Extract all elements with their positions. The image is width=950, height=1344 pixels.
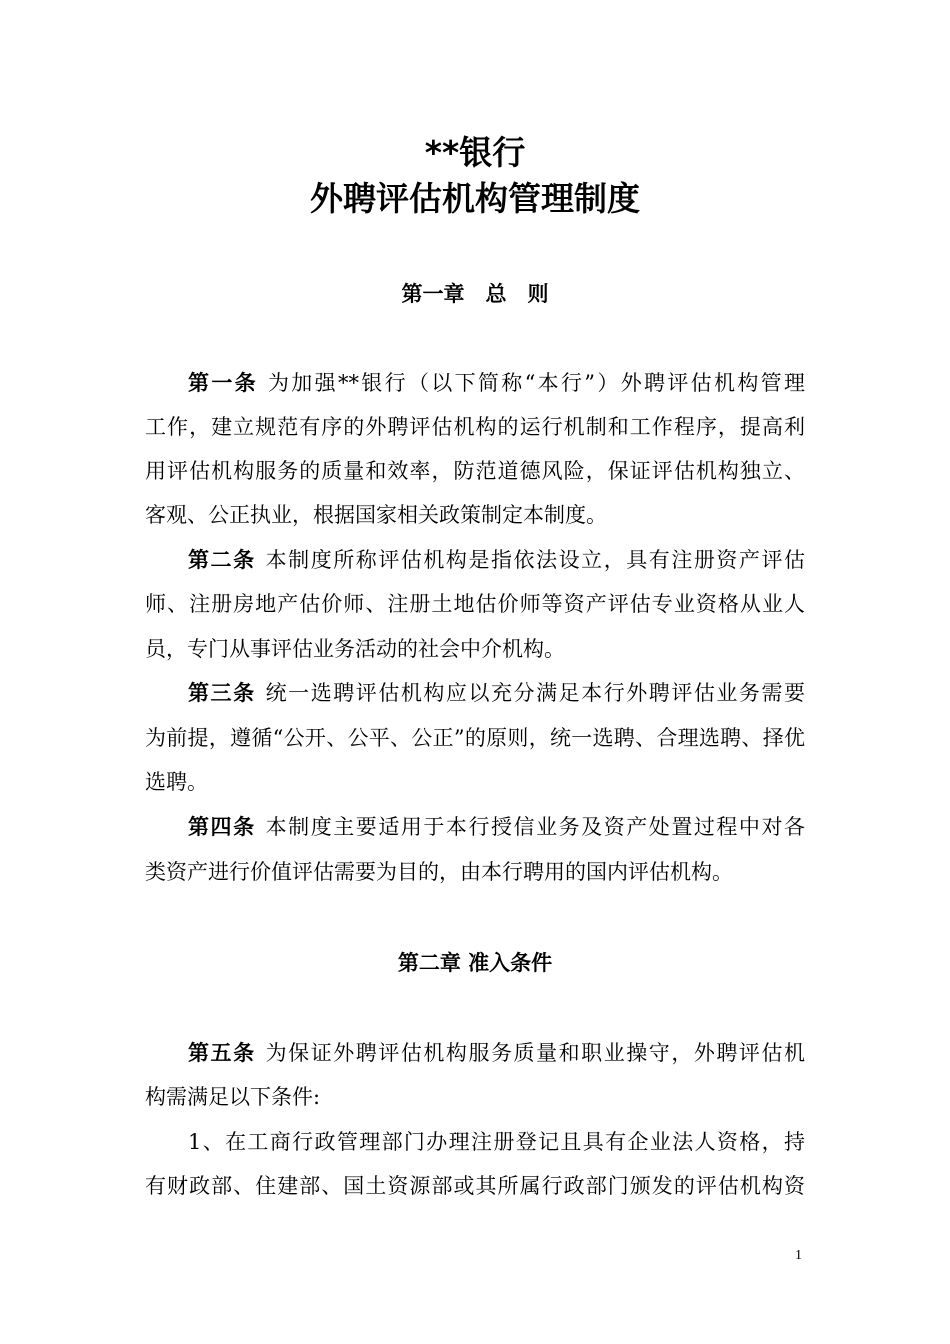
article-text: 统一选聘评估机构应以充分满足本行外聘评估业务需要 bbox=[265, 681, 806, 705]
article-label: 第一条 bbox=[188, 371, 258, 395]
article-2-line-3: 员，专门从事评估业务活动的社会中介机构。 bbox=[145, 637, 565, 661]
chapter-heading-1: 第一章 总 则 bbox=[401, 282, 549, 306]
article-label: 第二条 bbox=[188, 548, 256, 572]
document-title: 外聘评估机构管理制度 bbox=[310, 179, 640, 218]
article-1-line-2: 工作，建立规范有序的外聘评估机构的运行机制和工作程序，提高利 bbox=[145, 415, 805, 439]
chapter-heading-2: 第二章 准入条件 bbox=[397, 951, 553, 975]
item-1-line-1: 1、在工商行政管理部门办理注册登记且具有企业法人资格，持 bbox=[188, 1130, 805, 1154]
article-2-line-1 bbox=[188, 545, 805, 575]
article-1-line-4: 客观、公正执业，根据国家相关政策制定本制度。 bbox=[145, 503, 607, 527]
article-3-line-3: 选聘。 bbox=[145, 770, 208, 794]
article-3-line-2: 为前提，遵循“公开、公平、公正”的原则，统一选聘、合理选聘、择优 bbox=[145, 726, 805, 750]
page-number: 1 bbox=[795, 1248, 802, 1263]
article-text: 为保证外聘评估机构服务质量和职业操守，外聘评估机 bbox=[265, 1041, 806, 1065]
article-4-line-1 bbox=[188, 812, 805, 842]
article-label: 第三条 bbox=[188, 681, 256, 705]
article-label: 第五条 bbox=[188, 1041, 256, 1065]
article-text: 本制度主要适用于本行授信业务及资产处置过程中对各 bbox=[265, 815, 806, 839]
document-title-bank: **银行 bbox=[424, 133, 526, 172]
article-4-line-2: 类资产进行价值评估需要为目的，由本行聘用的国内评估机构。 bbox=[145, 860, 733, 884]
article-text: 为加强**银行（以下简称“本行”）外聘评估机构管理 bbox=[267, 371, 805, 395]
article-1-line-1 bbox=[188, 368, 805, 398]
article-5-line-2: 构需满足以下条件: bbox=[145, 1085, 321, 1109]
article-label: 第四条 bbox=[188, 815, 256, 839]
article-2-line-2: 师、注册房地产估价师、注册土地估价师等资产评估专业资格从业人 bbox=[145, 592, 805, 616]
article-1-line-3: 用评估机构服务的质量和效率，防范道德风险，保证评估机构独立、 bbox=[145, 459, 805, 483]
item-1-line-2: 有财政部、住建部、国土资源部或其所属行政部门颁发的评估机构资 bbox=[145, 1174, 805, 1198]
article-5-line-1 bbox=[188, 1038, 805, 1068]
article-3-line-1 bbox=[188, 678, 805, 708]
article-text: 本制度所称评估机构是指依法设立，具有注册资产评估 bbox=[265, 548, 806, 572]
